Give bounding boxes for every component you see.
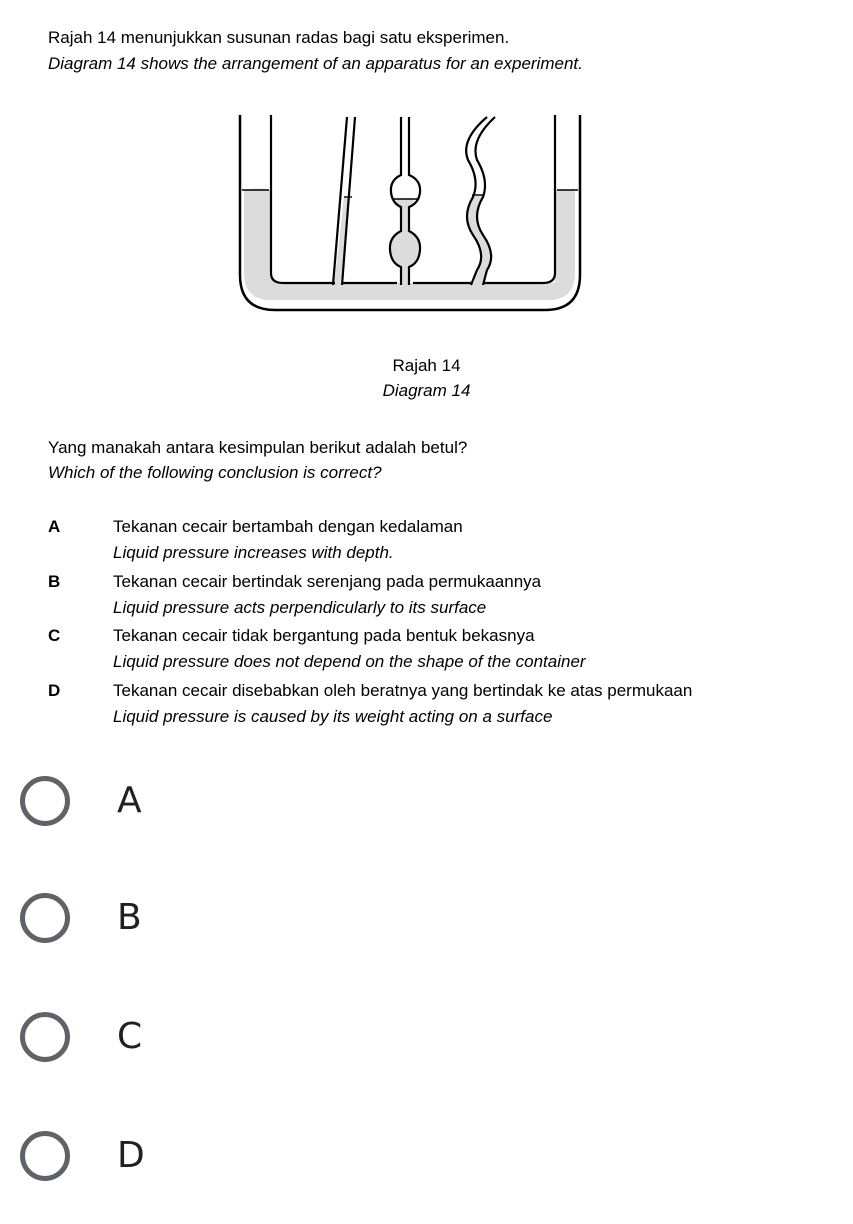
prompt-english: Which of the following conclusion is correct? [48,463,382,482]
option-letter-a: A [48,517,61,536]
option-d-english: Liquid pressure is caused by its weight acting on a surface [113,707,553,726]
option-letter-d: D [48,681,61,700]
answer-option-a[interactable] [20,776,620,840]
radio-circle-icon[interactable] [20,776,70,826]
liquid-bottom-channel [265,283,555,300]
radio-circle-icon[interactable] [20,1131,70,1181]
answer-option-d[interactable] [20,1131,620,1195]
answer-label-a: A [117,780,142,821]
intro-malay: Rajah 14 menunjukkan susunan radas bagi satu eksperimen. [48,28,510,47]
option-letter-c: C [48,626,61,645]
diagram-caption-malay: Rajah 14 [392,356,461,375]
option-a-english: Liquid pressure increases with depth. [113,543,394,562]
option-letter-b: B [48,572,61,591]
apparatus-svg [225,105,595,325]
prompt-malay: Yang manakah antara kesimpulan berikut adalah betul? [48,438,468,457]
option-c-english: Liquid pressure does not depend on the shape of the container [113,652,586,671]
liquid-right-column [548,190,575,300]
answer-option-c[interactable] [20,1012,620,1076]
diagram-caption-english: Diagram 14 [382,381,471,400]
apparatus-diagram [225,105,595,325]
radio-circle-icon[interactable] [20,893,70,943]
option-a-malay: Tekanan cecair bertambah dengan kedalaman [113,517,463,536]
option-d-malay: Tekanan cecair disebabkan oleh beratnya yang bertindak ke atas permukaan [113,681,693,700]
answer-label-b: B [117,897,142,938]
liquid-bulb-tube [390,199,420,287]
answer-option-b[interactable] [20,893,620,957]
option-c-malay: Tekanan cecair tidak bergantung pada bentuk bekasnya [113,626,535,645]
container-inner-wall-left [271,115,335,283]
answer-label-c: C [117,1016,143,1057]
option-b-english: Liquid pressure acts perpendicularly to its surface [113,598,487,617]
radio-circle-icon[interactable] [20,1012,70,1062]
option-b-malay: Tekanan cecair bertindak serenjang pada permukaannya [113,572,542,591]
intro-english: Diagram 14 shows the arrangement of an apparatus for an experiment. [48,54,583,73]
answer-label-d: D [117,1135,145,1176]
container-inner-wall-right [483,115,555,283]
